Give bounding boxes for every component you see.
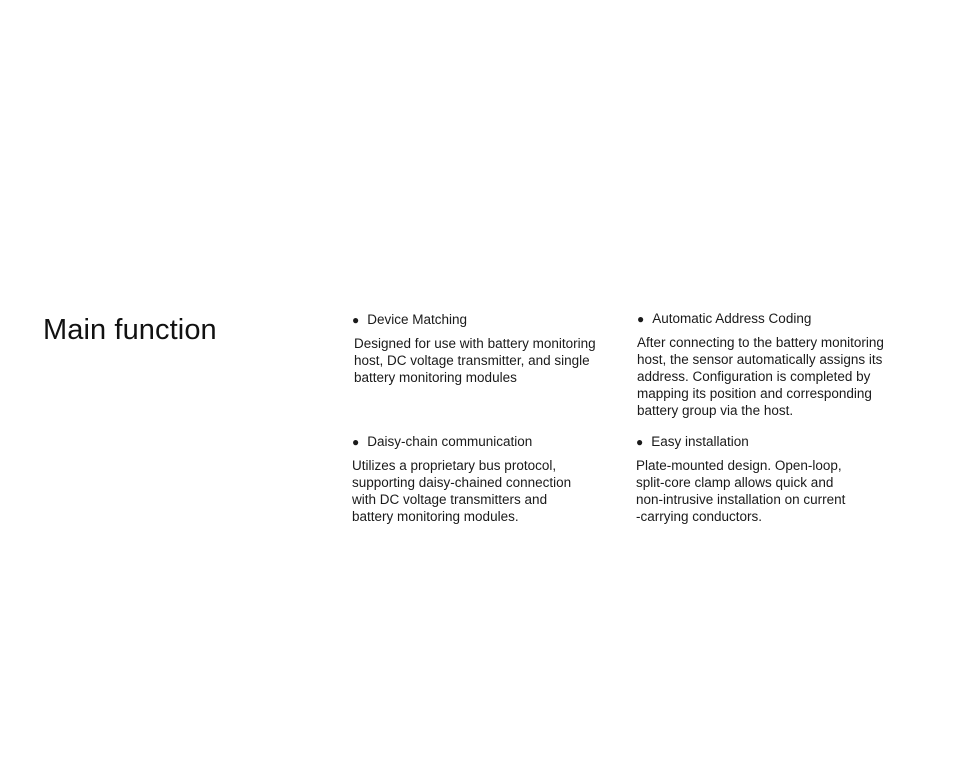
feature-description <box>352 335 622 386</box>
description-line: Utilizes a proprietary bus protocol, <box>352 458 557 473</box>
description-line: battery monitoring modules <box>354 370 517 385</box>
feature-description <box>352 457 622 525</box>
description-line: mapping its position and corresponding <box>637 386 872 401</box>
description-line: split-core clamp allows quick and <box>636 475 834 490</box>
description-line: with DC voltage transmitters and <box>352 492 548 507</box>
page-title: Main function <box>43 314 217 346</box>
feature-automatic-address-coding <box>637 310 907 419</box>
feature-heading <box>352 433 622 451</box>
description-line: Designed for use with battery monitoring <box>354 336 596 351</box>
bullet-icon: ● <box>352 435 360 449</box>
bullet-icon: ● <box>636 435 644 449</box>
description-line: supporting daisy-chained connection <box>352 475 572 490</box>
feature-heading <box>636 433 906 451</box>
feature-title: Easy installation <box>651 434 749 449</box>
feature-heading <box>352 311 622 329</box>
feature-easy-installation <box>636 433 906 525</box>
bullet-icon: ● <box>352 313 360 327</box>
description-line: address. Configuration is completed by <box>637 369 871 384</box>
description-line: host, the sensor automatically assigns its <box>637 352 883 367</box>
description-line: non-intrusive installation on current <box>636 492 846 507</box>
feature-device-matching <box>352 311 622 386</box>
description-line: After connecting to the battery monitoring <box>637 335 884 350</box>
description-line: host, DC voltage transmitter, and single <box>354 353 590 368</box>
description-line: Plate-mounted design. Open-loop, <box>636 458 842 473</box>
feature-title: Daisy-chain communication <box>367 434 533 449</box>
feature-daisy-chain-communication <box>352 433 622 525</box>
description-line: battery group via the host. <box>637 403 794 418</box>
feature-description <box>637 334 907 419</box>
bullet-icon: ● <box>637 312 645 326</box>
feature-title: Device Matching <box>367 312 468 327</box>
feature-heading <box>637 310 907 328</box>
feature-description <box>636 457 906 525</box>
description-line: battery monitoring modules. <box>352 509 519 524</box>
description-line: -carrying conductors. <box>636 509 763 524</box>
feature-title: Automatic Address Coding <box>652 311 812 326</box>
